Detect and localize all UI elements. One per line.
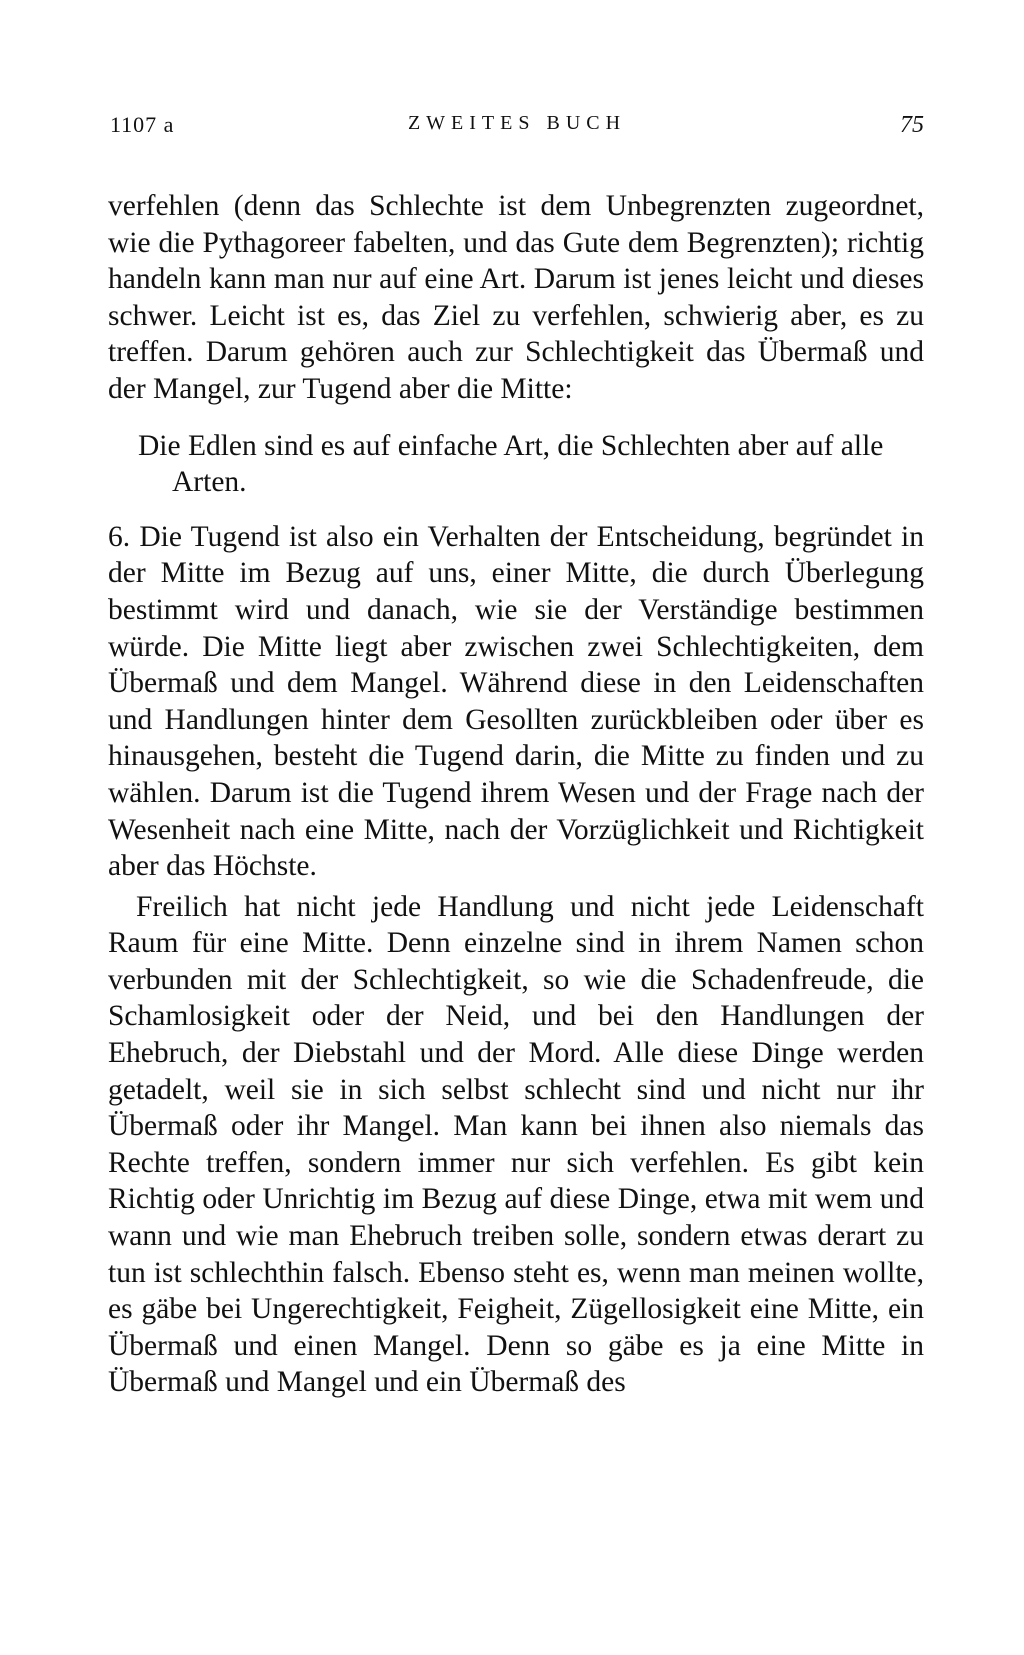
paragraph-section-6: 6. Die Tugend ist also ein Verhalten der Entscheidung, begründet in der Mitte im Bezug auf uns, einer Mitte, die durch Überlegung bestimmt wird und danach, wie sie der Verständige bestimmen würde. Die Mitte liegt aber zwischen zwei Schlechtigkeiten, dem Übermaß und dem Mangel. Während diese in den Leidenschaften und Handlungen hinter dem Gesollten zurückbleiben oder über es hinausgehen, besteht die Tugend darin, die Mitte zu finden und zu wählen. Darum ist die Tugend ihrem Wesen und der Frage nach der Wesenheit nach eine Mitte, nach der Vorzüglichkeit und Richtigkeit aber das Höchste. [108,520,924,883]
bekker-reference: 1107 a [110,112,175,137]
running-title: ZWEITES BUCH [407,112,627,134]
running-header [110,112,924,152]
paragraph-continuation: verfehlen (denn das Schlechte ist dem Unbegrenzten zugeordnet, wie die Pythagoreer fabelten, und das Gute dem Begrenzten); richtig handeln kann man nur auf eine Art. Darum ist jenes leicht und dieses schwer. Leicht ist es, das Ziel zu verfehlen, schwierig aber, es zu treffen. Darum gehören auch zur Schlechtigkeit das Übermaß und der Mangel, zur Tugend aber die Mitte: [108,190,924,405]
verse-quotation: Die Edlen sind es auf einfache Art, die Schlechten aber auf alle Arten. [138,429,884,499]
body-text [108,188,924,1401]
page-number: 75 [900,112,924,138]
paragraph-freilich: Freilich hat nicht jede Handlung und nicht jede Leidenschaft Raum für eine Mitte. Denn einzelne sind in ihrem Namen schon verbunden mit der Schlechtigkeit, so wie die Schadenfreude, die Schamlosigkeit oder der Neid, und bei den Handlungen der Ehebruch, der Diebstahl und der Mord. Alle diese Dinge werden getadelt, weil sie in sich selbst schlecht sind und nicht nur ihr Übermaß oder ihr Mangel. Man kann bei ihnen also niemals das Rechte treffen, sondern immer nur sich verfehlen. Es gibt kein Richtig oder Unrichtig im Bezug auf diese Dinge, etwa mit wem und wann und wie man Ehebruch treiben solle, sondern etwas derart zu tun ist schlechthin falsch. Ebenso steht es, wenn man meinen wollte, es gäbe bei Ungerechtigkeit, Feigheit, Zügellosigkeit eine Mitte, ein Übermaß und einen Mangel. Denn so gäbe es ja eine Mitte in Übermaß und Mangel und ein Übermaß des [108,890,924,1399]
